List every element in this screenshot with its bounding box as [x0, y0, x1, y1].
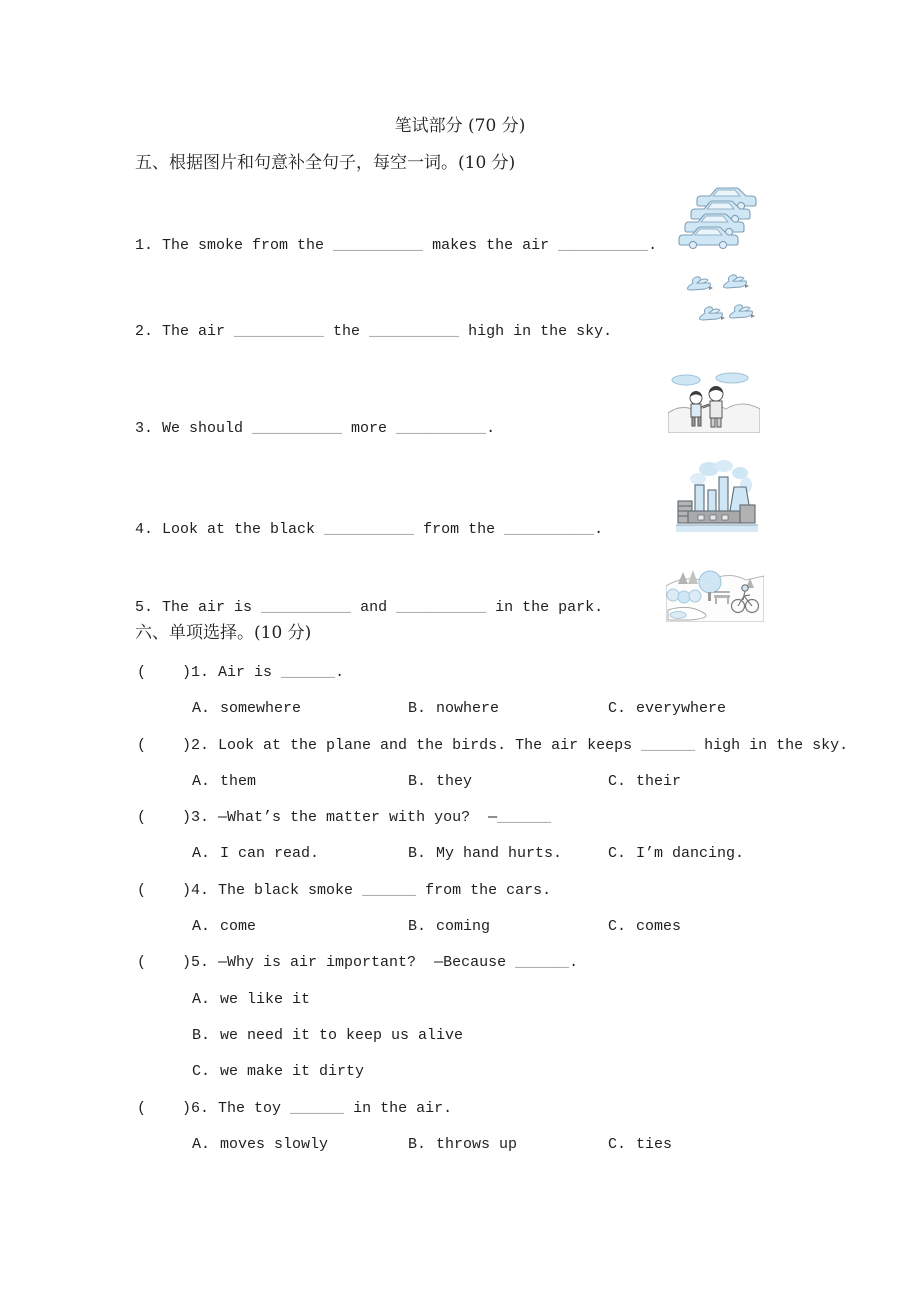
mc-options-row-4: [0, 917, 920, 936]
stem-text: We should: [162, 420, 253, 437]
question-number: 4.: [135, 521, 154, 538]
stem-text: .: [594, 521, 604, 538]
stem-text: the: [324, 323, 370, 340]
answer-blank: __________: [333, 237, 424, 254]
stem-text: in the air.: [344, 1100, 453, 1117]
question-number: 1.: [135, 237, 154, 254]
stem-text: —Why is air important? —Because: [218, 954, 516, 971]
option-label: B.: [408, 1136, 427, 1153]
option-text: come: [220, 918, 257, 935]
option-text: ties: [636, 1136, 673, 1153]
answer-paren: ( ): [137, 954, 192, 971]
mc-option-2C: [608, 772, 681, 791]
option-text: we like it: [220, 991, 311, 1008]
option-text: I can read.: [220, 845, 320, 862]
mc-option-3A: [192, 844, 319, 863]
option-text: I’m dancing.: [636, 845, 745, 862]
option-label: B.: [192, 1027, 211, 1044]
option-text: somewhere: [220, 700, 302, 717]
mc-option-6C: [608, 1135, 672, 1154]
option-text: they: [436, 773, 473, 790]
stem-text: from the cars.: [416, 882, 552, 899]
stem-text: and: [351, 599, 397, 616]
mc-options-row-3: [0, 844, 920, 863]
mc-option-3C: [608, 844, 744, 863]
mc-option-5C: [192, 1062, 364, 1081]
option-text: My hand hurts.: [436, 845, 563, 862]
mc-question-5: [137, 953, 578, 972]
option-label: C.: [608, 845, 627, 862]
stem-text: The black smoke: [218, 882, 363, 899]
factory-image: [676, 459, 758, 535]
stem-text: high in the sky.: [695, 737, 849, 754]
answer-blank: __________: [252, 420, 343, 437]
option-text: throws up: [436, 1136, 518, 1153]
option-text: their: [636, 773, 682, 790]
stem-text: The toy: [218, 1100, 291, 1117]
birds-image: [683, 270, 757, 332]
question-number: 4.: [191, 882, 210, 899]
answer-blank: __________: [396, 420, 487, 437]
answer-paren: ( ): [137, 664, 192, 681]
mc-options-row-6: [0, 1135, 920, 1154]
question-number: 2.: [191, 737, 210, 754]
mc-option-4C: [608, 917, 681, 936]
mc-option-1B: [408, 699, 499, 718]
question-number: 5.: [191, 954, 210, 971]
question-number: 2.: [135, 323, 154, 340]
mc-question-3: [137, 808, 551, 827]
answer-paren: ( ): [137, 809, 192, 826]
answer-blank: __________: [504, 521, 595, 538]
answer-blank: ______: [515, 954, 570, 971]
stem-text: high in the sky.: [459, 323, 613, 340]
mc-question-2: [137, 736, 848, 755]
option-label: A.: [192, 773, 211, 790]
mc-question-6: [137, 1099, 452, 1118]
stem-text: The air is: [162, 599, 262, 616]
option-label: C.: [608, 918, 627, 935]
section5-heading: 五、根据图片和句意补全句子，每空一词。(10 分): [135, 153, 516, 173]
stem-text: Look at the plane and the birds. The air keeps: [218, 737, 642, 754]
answer-blank: __________: [558, 237, 649, 254]
option-label: A.: [192, 918, 211, 935]
mc-option-1A: [192, 699, 301, 718]
option-label: C.: [608, 700, 627, 717]
answer-blank: ______: [641, 737, 696, 754]
mc-option-6A: [192, 1135, 328, 1154]
answer-blank: __________: [324, 521, 415, 538]
question-number: 1.: [191, 664, 210, 681]
s5-question-5: [135, 598, 603, 617]
s5-question-4: [135, 520, 603, 539]
option-label: C.: [192, 1063, 211, 1080]
stem-text: The smoke from the: [162, 237, 334, 254]
option-text: everywhere: [636, 700, 727, 717]
option-text: nowhere: [436, 700, 500, 717]
mc-option-1C: [608, 699, 726, 718]
mc-option-4B: [408, 917, 490, 936]
mc-question-4: [137, 881, 551, 900]
answer-blank: ______: [497, 809, 552, 826]
answer-paren: ( ): [137, 737, 192, 754]
option-label: A.: [192, 845, 211, 862]
answer-blank: __________: [234, 323, 325, 340]
stem-text: —What’s the matter with you? —: [218, 809, 498, 826]
s5-question-3: [135, 419, 495, 438]
stem-text: Look at the black: [162, 521, 325, 538]
option-label: A.: [192, 700, 211, 717]
stem-text: .: [648, 237, 658, 254]
stem-text: .: [486, 420, 496, 437]
stem-text: more: [342, 420, 397, 437]
section6-heading: 六、单项选择。(10 分): [135, 623, 312, 643]
answer-paren: ( ): [137, 1100, 192, 1117]
option-text: them: [220, 773, 257, 790]
s5-question-2: [135, 322, 612, 341]
option-text: comes: [636, 918, 682, 935]
stem-text: makes the air: [423, 237, 559, 254]
stem-text: Air is: [218, 664, 282, 681]
option-text: moves slowly: [220, 1136, 329, 1153]
option-label: A.: [192, 991, 211, 1008]
page-title: 笔试部分 (70 分): [394, 116, 526, 136]
mc-option-2A: [192, 772, 256, 791]
mc-question-1: [137, 663, 344, 682]
mc-option-3B: [408, 844, 562, 863]
option-label: B.: [408, 845, 427, 862]
mc-option-4A: [192, 917, 256, 936]
stem-text: from the: [414, 521, 505, 538]
mc-option-5B: [192, 1026, 463, 1045]
option-label: B.: [408, 700, 427, 717]
mc-option-5A: [192, 990, 310, 1009]
answer-blank: __________: [369, 323, 460, 340]
question-number: 3.: [135, 420, 154, 437]
answer-blank: ______: [290, 1100, 345, 1117]
option-text: we make it dirty: [220, 1063, 365, 1080]
mc-options-row-1: [0, 699, 920, 718]
option-label: B.: [408, 773, 427, 790]
stem-text: in the park.: [486, 599, 604, 616]
answer-blank: __________: [396, 599, 487, 616]
stem-text: The air: [162, 323, 235, 340]
park-image: [666, 562, 764, 622]
answer-blank: ______: [281, 664, 336, 681]
option-label: B.: [408, 918, 427, 935]
mc-option-2B: [408, 772, 472, 791]
option-label: C.: [608, 1136, 627, 1153]
cars-image: [678, 187, 760, 251]
mc-options-row-2: [0, 772, 920, 791]
stem-text: .: [569, 954, 579, 971]
question-number: 3.: [191, 809, 210, 826]
question-number: 6.: [191, 1100, 210, 1117]
s5-question-1: [135, 236, 657, 255]
kids-image: [668, 371, 760, 433]
question-number: 5.: [135, 599, 154, 616]
option-text: we need it to keep us alive: [220, 1027, 464, 1044]
option-text: coming: [436, 918, 491, 935]
stem-text: .: [335, 664, 345, 681]
answer-blank: __________: [261, 599, 352, 616]
answer-paren: ( ): [137, 882, 192, 899]
option-label: C.: [608, 773, 627, 790]
mc-option-6B: [408, 1135, 517, 1154]
option-label: A.: [192, 1136, 211, 1153]
answer-blank: ______: [362, 882, 417, 899]
